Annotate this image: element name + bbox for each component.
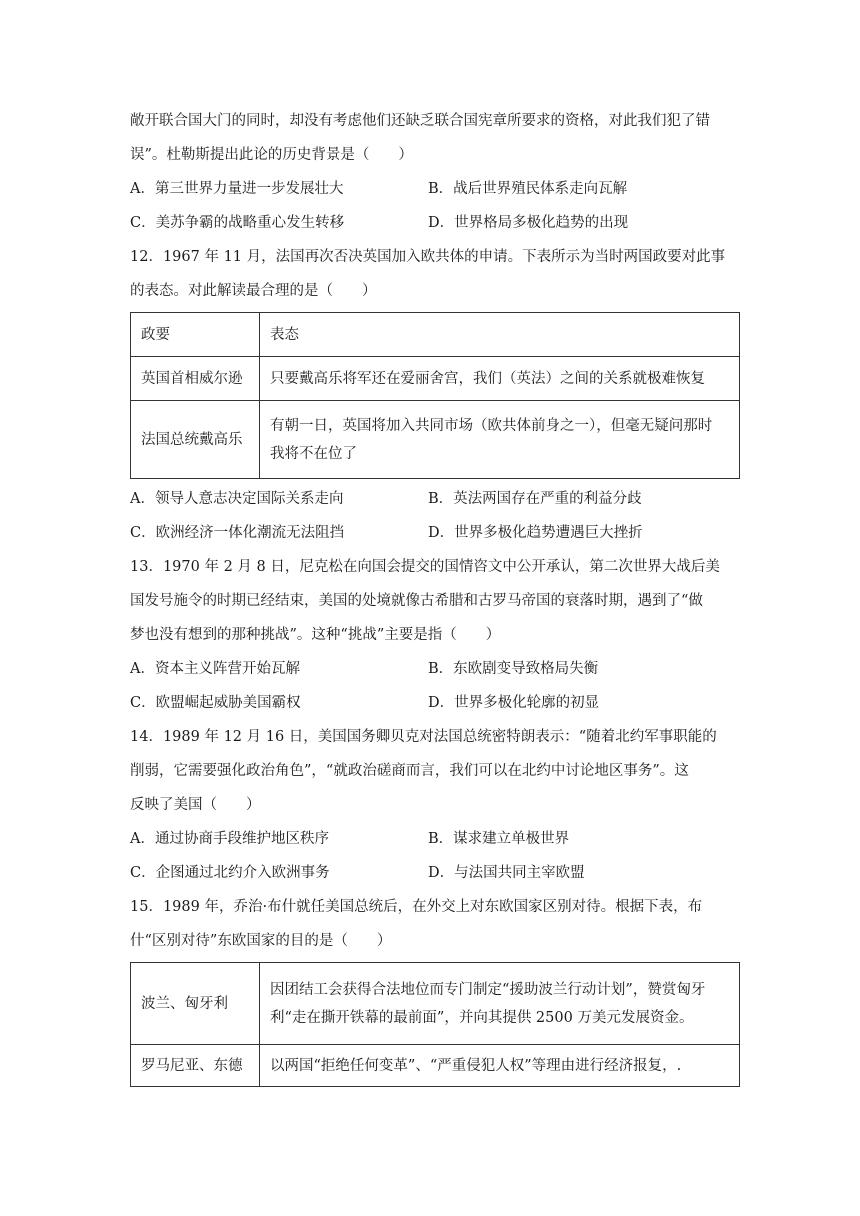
q14-options-row (130, 822, 740, 856)
option-d[interactable]: D．世界多极化轮廓的初显 (428, 695, 600, 711)
table-header-row (131, 313, 740, 357)
table-cell-person: 英国首相威尔逊 (131, 357, 260, 401)
table-row (131, 1045, 740, 1087)
q12-options-row (130, 516, 740, 550)
statement-line: 我将不在位了 (270, 445, 357, 462)
option-c[interactable]: C．欧盟崛起威胁美国霸权 (130, 695, 301, 711)
q14-stem-line: 削弱，它需要强化政治角色”，“就政治磋商而言，我们可以在北约中讨论地区事务”。这 (130, 763, 689, 779)
option-b[interactable]: B．谋求建立单极世界 (428, 831, 570, 847)
q15-table (130, 962, 740, 1087)
q12-options-row (130, 482, 740, 516)
option-d[interactable]: D．世界多极化趋势遭遇巨大挫折 (428, 525, 643, 541)
option-a[interactable]: A．第三世界力量进一步发展壮大 (130, 181, 344, 197)
table-cell-person: 法国总统戴高乐 (131, 401, 260, 479)
option-a[interactable]: A．领导人意志决定国际关系走向 (130, 491, 344, 507)
table-row (131, 401, 740, 479)
q13-options-row (130, 686, 740, 720)
table-cell-policy: 以两国“拒绝任何变革”、“严重侵犯人权”等理由进行经济报复，. (260, 1045, 740, 1087)
q14-stem-line: 反映了美国（ ） (130, 797, 261, 813)
q11-options-row (130, 172, 740, 206)
option-c[interactable]: C．美苏争霸的战略重心发生转移 (130, 215, 345, 231)
exam-page (130, 104, 740, 1090)
table-header-cell: 表态 (260, 313, 740, 357)
statement-line: 有朝一日，英国将加入共同市场（欧共体前身之一），但毫无疑问那时 (270, 417, 713, 434)
policy-line: 因团结工会获得合法地位而专门制定“援助波兰行动计划”，赞赏匈牙 (270, 981, 706, 998)
q15-stem-line: 什“区别对待”东欧国家的目的是（ ） (130, 933, 392, 949)
table-cell-statement (260, 401, 740, 479)
q11-stem-line: 敞开联合国大门的同时，却没有考虑他们还缺乏联合国宪章所要求的资格，对此我们犯了错 (130, 113, 710, 129)
q13-stem-line: 13．1970 年 2 月 8 日，尼克松在向国会提交的国情咨文中公开承认，第二次世界大战后美 (130, 559, 720, 575)
q12-stem-line: 的表态。对此解读最合理的是（ ） (130, 283, 377, 299)
option-c[interactable]: C．企图通过北约介入欧洲事务 (130, 865, 330, 881)
option-d[interactable]: D．世界格局多极化趋势的出现 (428, 215, 629, 231)
table-row (131, 357, 740, 401)
q15-stem-line: 15．1989 年，乔治·布什就任美国总统后，在外交上对东欧国家区别对待。根据下表，布 (130, 899, 703, 915)
table-header-cell: 政要 (131, 313, 260, 357)
option-b[interactable]: B．英法两国存在严重的利益分歧 (428, 491, 642, 507)
table-cell-statement: 只要戴高乐将军还在爱丽舍宫，我们（英法）之间的关系就极难恢复 (260, 357, 740, 401)
option-a[interactable]: A．资本主义阵营开始瓦解 (130, 661, 300, 677)
q14-stem-line: 14．1989 年 12 月 16 日，美国国务卿贝克对法国总统密特朗表示：“随着北约军事职能的 (130, 729, 717, 745)
q12-table (130, 312, 740, 479)
q14-options-row (130, 856, 740, 890)
q13-options-row (130, 652, 740, 686)
q12-stem-line: 12．1967 年 11 月，法国再次否决英国加入欧共体的申请。下表所示为当时两国政要对此事 (130, 249, 726, 265)
table-row (131, 963, 740, 1045)
table-cell-policy (260, 963, 740, 1045)
option-b[interactable]: B．战后世界殖民体系走向瓦解 (428, 181, 628, 197)
q13-stem-line: 梦也没有想到的那种挑战”。这种“挑战”主要是指（ ） (130, 627, 501, 643)
option-a[interactable]: A．通过协商手段维护地区秩序 (130, 831, 329, 847)
option-b[interactable]: B．东欧剧变导致格局失衡 (428, 661, 599, 677)
q11-options-row (130, 206, 740, 240)
table-cell-country: 波兰、匈牙利 (131, 963, 260, 1045)
q13-stem-line: 国发号施令的时期已经结束，美国的处境就像古希腊和古罗马帝国的衰落时期，遇到了“做 (130, 593, 703, 609)
q11-stem-line: 误”。杜勒斯提出此论的历史背景是（ ） (130, 147, 413, 163)
option-c[interactable]: C．欧洲经济一体化潮流无法阻挡 (130, 525, 345, 541)
policy-line: 利“走在撕开铁幕的最前面”，并向其提供 2500 万美元发展资金。 (270, 1009, 694, 1026)
table-cell-country: 罗马尼亚、东德 (131, 1045, 260, 1087)
option-d[interactable]: D．与法国共同主宰欧盟 (428, 865, 585, 881)
